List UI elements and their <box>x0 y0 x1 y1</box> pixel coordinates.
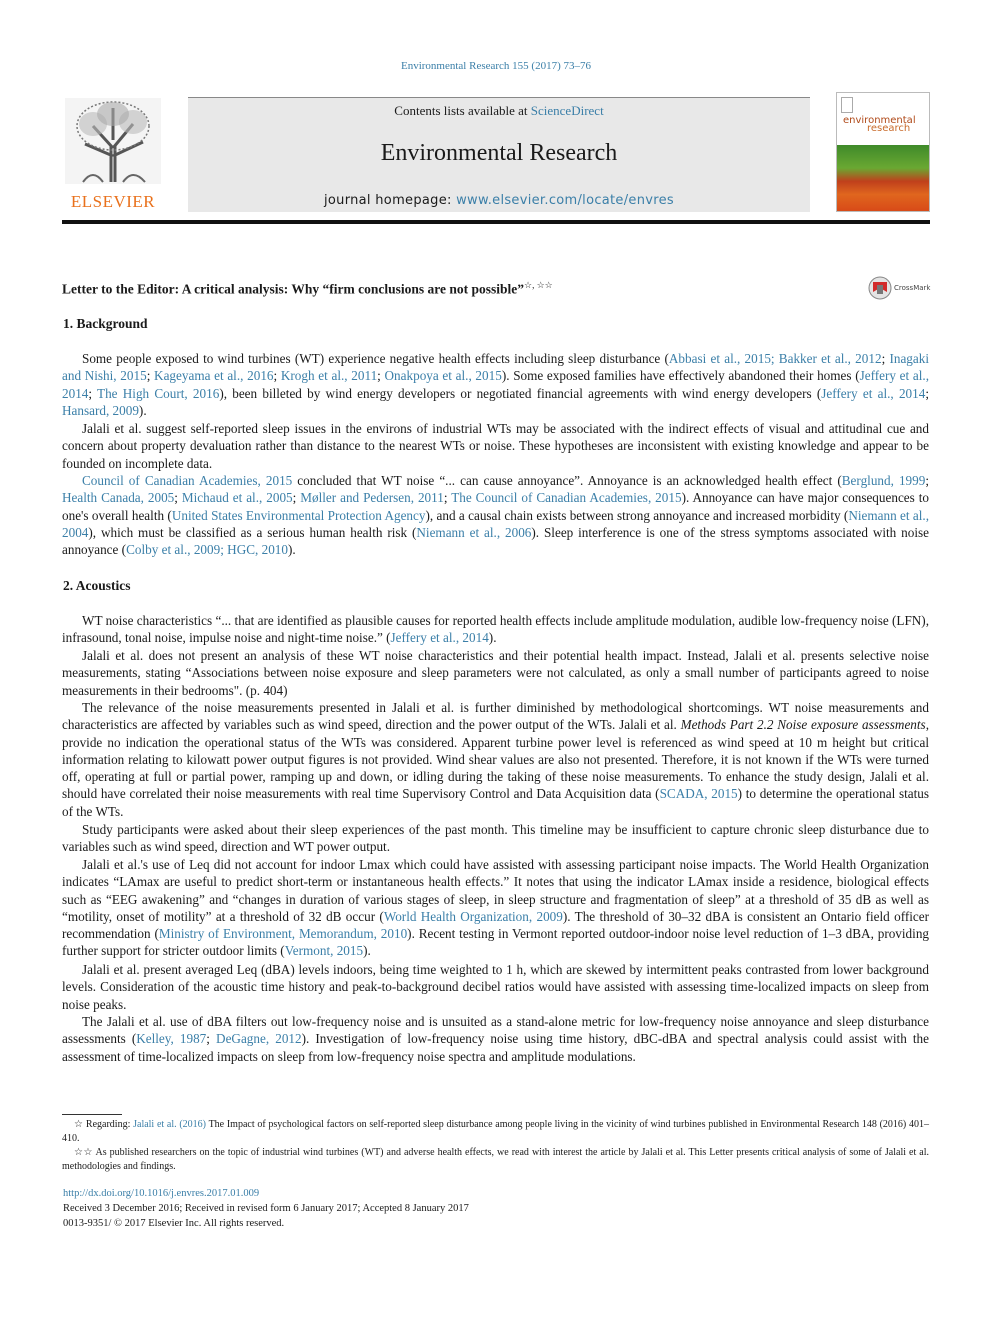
text-run: ). <box>138 402 147 418</box>
text-run: ). <box>363 943 371 959</box>
contents-line <box>188 103 810 119</box>
cover-image <box>837 145 929 211</box>
citation-link[interactable]: Niemann et al., 2006 <box>416 524 532 540</box>
article-title <box>62 280 553 298</box>
doi-link[interactable]: http://dx.doi.org/10.1016/j.envres.2017.01.009 <box>63 1188 260 1199</box>
text-run: ). Annoyance can have major consequences to one's overall health ( <box>62 490 929 523</box>
citation-link[interactable]: Michaud et al., 2005 <box>181 490 293 506</box>
paragraph <box>62 856 929 960</box>
citation-link[interactable]: Kelley, 1987 <box>136 1031 207 1047</box>
text-run: ; <box>925 385 929 401</box>
text-run: concluded that WT noise “... can cause annoyance”. Annoyance is an acknowledged health effect ( <box>292 473 842 488</box>
italic-text: Methods Part 2.2 Noise exposure assessments <box>680 717 926 733</box>
paragraph <box>62 350 929 419</box>
cover-title-line1: environmental <box>843 115 916 126</box>
citation-link[interactable]: Colby et al., 2009; HGC, 2010 <box>126 542 288 558</box>
text-run: The Jalali et al. use of dBA filters out low-frequency noise and is unsuited as a stand-alone metric for low-frequency noise annoyance and sleep disturbance assessments ( <box>62 1014 929 1047</box>
text-run: Jalali et al.'s use of Leq did not account for indoor Lmax which could have assisted with assessing participant noise impacts. The World Health Organization indicates “LAmax are useful to predict short-term or instantaneous health effects.” It notes that using the indicator LAmax inside a residence, biological effects such as “EEG awakening” and “changes in duration of various stages of sleep, in sleep structure and fragmentation of sleep” at a threshold of 35 dB as well as “motility, onset of motility” at a threshold of 32 dB occur ( <box>62 857 929 924</box>
text-run: Jalali et al. suggest self-reported sleep issues in the environs of industrial WTs may be associated with the indirect effects of visual and attitudinal cue and concern about property devaluation rather than distance to the nearest WTs or noise. These hypotheses are inconsistent with existing knowledge and appear to be founded on incomplete data. <box>62 421 929 471</box>
crossmark-label: CrossMark <box>894 284 931 292</box>
citation-link[interactable]: DeGagne, 2012 <box>216 1031 302 1047</box>
text-run: ). <box>488 630 497 646</box>
citation-link[interactable]: Niemann et al., 2004 <box>62 507 929 540</box>
text-run: Study participants were asked about their sleep experiences of the past month. This timeline may be insufficient to capture chronic sleep disturbance due to variables such as wind speed, direction and WT power output. <box>62 822 929 855</box>
citation-link[interactable]: United States Environmental Protection Agency <box>171 507 426 523</box>
crossmark-badge[interactable] <box>868 276 930 300</box>
paragraph <box>62 961 929 1013</box>
text-run: WT noise characteristics “... that are identified as plausible causes for reported health effects include amplitude modulation, audible low-frequency noise (LFN), infrasound, tonal noise, impulse noise and night-time noise.” ( <box>62 613 929 646</box>
text-run: ), which must be classified as a serious human health risk ( <box>88 524 417 540</box>
citation-link[interactable]: Møller and Pedersen, 2011 <box>300 490 444 506</box>
text-run: ). Recent testing in Vermont reported outdoor-indoor noise level reduction of 1–3 dBA, providing further support for stricter outdoor limits ( <box>62 926 930 959</box>
homepage-link[interactable]: www.elsevier.com/locate/envres <box>456 193 674 208</box>
text-run: ), been billeted by wind energy developers or negotiated financial agreements with wind energy developers ( <box>219 385 822 401</box>
text-run: ). Some exposed families have effectively abandoned their homes ( <box>501 368 860 384</box>
text-run: ; <box>292 490 301 506</box>
citation-link[interactable]: Abbasi et al., 2015; Bakker et al., 2012 <box>668 351 882 366</box>
cover-title-line2: research <box>867 123 911 134</box>
citation-link[interactable]: Vermont, 2015 <box>284 943 364 959</box>
text-run: ☆ Regarding: <box>74 1119 134 1130</box>
text-run: ; <box>925 473 929 488</box>
citation-link[interactable]: Jeffery et al., 2014 <box>821 385 926 401</box>
section-heading-acoustics: 2. Acoustics <box>63 578 131 593</box>
received-dates: Received 3 December 2016; Received in revised form 6 January 2017; Accepted 8 January 2017 <box>63 1203 469 1214</box>
citation-link[interactable]: Health Canada, 2005 <box>62 490 175 506</box>
citation-link[interactable]: Jalali et al. (2016) <box>133 1119 207 1130</box>
paragraph <box>62 647 929 699</box>
publisher-name: ELSEVIER <box>70 192 156 211</box>
section-heading-background: 1. Background <box>63 316 148 331</box>
citation-link[interactable]: Onakpoya et al., 2015 <box>384 368 502 384</box>
sciencedirect-link[interactable]: ScienceDirect <box>530 103 604 118</box>
citation-link[interactable]: The Council of Canadian Academies, 2015 <box>451 490 682 506</box>
footnote-2 <box>62 1146 929 1175</box>
text-run: ☆☆ As published researchers on the topic of industrial wind turbines (WT) and adverse health effects, we read with interest the article by Jalali et al. This Letter presents critical analysis of some of Jalali et al. methodologies and findings. <box>62 1147 929 1173</box>
citation-link[interactable]: World Health Organization, 2009 <box>383 908 563 924</box>
citation-link[interactable]: Inagaki and Nishi, 2015 <box>62 351 929 384</box>
title-footnote-marks[interactable]: ☆, ☆☆ <box>524 280 553 290</box>
text-run: ; <box>174 490 182 506</box>
text-run: Some people exposed to wind turbines (WT) experience negative health effects including sleep disturbance ( <box>82 351 669 366</box>
contents-prefix: Contents lists available at <box>394 103 531 118</box>
copyright-line: 0013-9351/ © 2017 Elsevier Inc. All rights reserved. <box>63 1218 285 1229</box>
text-run: ; <box>443 490 452 506</box>
article-title-text: Letter to the Editor: A critical analysis: Why “firm conclusions are not possible” <box>62 281 524 297</box>
text-run: ; <box>881 351 890 366</box>
homepage-prefix: journal homepage: <box>324 193 457 208</box>
text-run: The Impact of psychological factors on self-reported sleep disturbance among people living in the vicinity of wind turbines published in Environmental Research 148 (2016) 401–410. <box>62 1119 929 1145</box>
paragraph <box>62 1013 929 1065</box>
text-run: ; <box>88 385 98 401</box>
text-run: ; <box>377 368 385 384</box>
text-run: ). <box>288 542 296 558</box>
text-run: ; <box>273 368 281 384</box>
text-run: Jalali et al. does not present an analysis of these WT noise characteristics and their potential health impact. Instead, Jalali et al. presents selective noise measurements, stating “Associations between noise exposure and sleep parameters were not calculated, as only a small number of participants agreed to noise measurements in their bedrooms". (p. 404) <box>62 648 929 698</box>
citation-link[interactable]: Council of Canadian Academies, 2015 <box>82 473 293 488</box>
text-run: ) to determine the operational status of the WTs. <box>62 786 930 819</box>
citation-link[interactable]: SCADA, 2015 <box>659 786 738 802</box>
citation-link[interactable]: Krogh et al., 2011 <box>280 368 378 384</box>
citation-link[interactable]: Kageyama et al., 2016 <box>154 368 274 384</box>
text-run: Jalali et al. present averaged Leq (dBA) levels indoors, being time weighted to 1 h, which are skewed by intermittent peaks contrasted from lower background levels. Consideration of the acoustic time history and peak-to-background decibel ratios would have assisted with assessing time-localized impacts on sleep from noise peaks. <box>62 962 929 1012</box>
text-run: ; <box>206 1031 217 1047</box>
citation-link[interactable]: Berglund, 1999 <box>841 473 926 488</box>
paragraph <box>62 420 929 472</box>
footnote-rule <box>62 1114 122 1115</box>
footnote-1 <box>62 1118 929 1147</box>
text-run: ). Sleep interference is one of the stress symptoms associated with noise annoyance ( <box>62 524 929 558</box>
journal-reference[interactable]: Environmental Research 155 (2017) 73–76 <box>400 60 591 72</box>
text-run: ). Investigation of low-frequency noise using time history, dBC-dBA and spectral analysis could assist with the assessment of time-localized impacts on sleep from low-frequency noise spectra and amplitude modulations. <box>62 1031 929 1064</box>
text-run: , provide no indication the operational status of the WTs was considered. Apparent turbine power level is referenced as wind speed at 10 m height but critical information relating to kilowatt power output figures is not provided. Wind shear values are also not presented. Therefore, it is not known if the WTs were turned off, operating at full or partial power, ramping up and down, or idling during the taking of these noise measurements. To enhance the study design, Jalali et al. should have correlated their noise measurements with real time Supervisory Control and Data Acquisition data ( <box>62 717 929 802</box>
homepage-line <box>188 193 810 208</box>
text-run: ). The threshold of 30–32 dBA is consistent an Ontario field officer recommendation ( <box>62 908 930 942</box>
paragraph <box>62 472 929 558</box>
citation-link[interactable]: Jeffery et al., 2014 <box>390 630 489 646</box>
citation-link[interactable]: Hansard, 2009 <box>62 402 139 418</box>
text-run: The relevance of the noise measurements presented in Jalali et al. is further diminished by methodological shortcomings. WT noise measurements and characteristics are affected by variables such as wind speed, direction and the power output of the WTs. Jalali et al. <box>62 700 929 733</box>
text-run: ), and a causal chain exists between strong annoyance and increased morbidity ( <box>425 507 849 523</box>
cover-logo-mark <box>841 97 853 113</box>
citation-link[interactable]: Ministry of Environment, Memorandum, 2010 <box>158 926 408 942</box>
text-run: ; <box>146 368 155 384</box>
elsevier-logo[interactable] <box>63 96 163 212</box>
paragraph <box>62 612 929 647</box>
journal-cover-thumbnail[interactable] <box>836 92 930 212</box>
citation-link[interactable]: Jeffery et al., 2014 <box>62 368 929 401</box>
journal-title[interactable]: Environmental Research <box>380 140 618 166</box>
header-rule <box>62 220 930 224</box>
paragraph <box>62 699 929 820</box>
paragraph <box>62 821 929 856</box>
crossmark-icon <box>868 276 892 300</box>
citation-link[interactable]: The High Court, 2016 <box>97 385 220 401</box>
